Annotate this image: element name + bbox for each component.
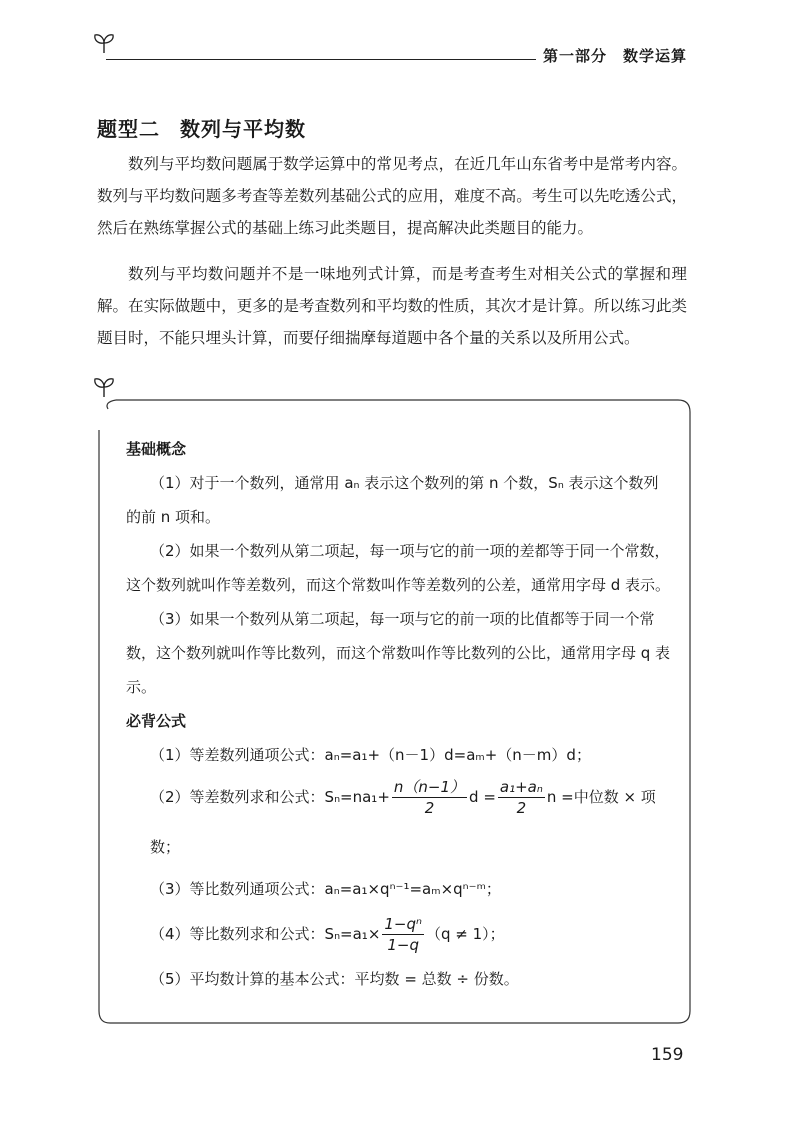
formula-2-fraction-2 [498,777,545,818]
formula-4-frac-den: 1−q [387,936,420,954]
formula-2-prefix: （2）等差数列求和公式：Sₙ=na₁+ [150,788,390,806]
formula-4-suffix: （q ≠ 1）； [426,925,505,943]
formula-4 [126,906,671,962]
header-divider [106,59,536,60]
section-name: 数列与平均数 [180,117,306,141]
formula-3: （3）等比数列通项公式：aₙ=a₁×qⁿ⁻¹=aₘ×qⁿ⁻ᵐ； [150,880,501,898]
key-formulas-heading: 必背公式 [126,712,187,730]
formula-2-frac1-num: n（n−1） [393,778,466,796]
formula-2-mid: d = [469,788,496,806]
concept-1: （1）对于一个数列，通常用 aₙ 表示这个数列的第 n 个数，Sₙ 表示这个数列的前 n 项和。 [126,474,659,526]
concept-box-content [126,432,671,996]
section-title [97,113,306,142]
formula-4-frac-num: 1−qⁿ [384,915,423,933]
formula-2-frac2-den: 2 [516,799,527,817]
basic-concepts-heading: 基础概念 [126,440,187,458]
page-number: 159 [651,1045,684,1065]
formula-1: （1）等差数列通项公式：aₙ=a₁+（n－1）d=aₘ+（n－m）d； [150,746,591,764]
section-label: 题型二 [97,117,160,141]
formula-2 [126,772,671,872]
formula-2-fraction-1 [392,777,467,818]
concept-3: （3）如果一个数列从第二项起，每一项与它的前一项的比值都等于同一个常数，这个数列就叫作等比数列，而这个常数叫作等比数列的公比，通常用字母 q 表示。 [126,610,671,696]
intro-paragraph-1: 数列与平均数问题属于数学运算中的常见考点，在近几年山东省考中是常考内容。数列与平均数问题多考查等差数列基础公式的应用，难度不高。考生可以先吃透公式，然后在熟练掌握公式的基础上练习此类题目，提高解决此类题目的能力。 [97,155,687,237]
intro-paragraph-2: 数列与平均数问题并不是一味地列式计算，而是考查考生对相关公式的掌握和理解。在实际做题中，更多的是考查数列和平均数的性质，其次才是计算。所以练习此类题目时，不能只埋头计算，而要仔细揣摩每道题中各个量的关系以及所用公式。 [97,265,687,347]
formula-4-fraction [382,914,424,955]
page-header-title: 第一部分 数学运算 [543,47,688,65]
formula-2-frac1-den: 2 [424,799,435,817]
formula-5: （5）平均数计算的基本公式：平均数 = 总数 ÷ 份数。 [150,970,519,988]
concept-2: （2）如果一个数列从第二项起，每一项与它的前一项的差都等于同一个常数，这个数列就叫作等差数列，而这个常数叫作等差数列的公差，通常用字母 d 表示。 [126,542,671,594]
formula-2-suffix: n =中位数 × 项数； [150,788,656,856]
sprout-icon [92,32,116,54]
formula-2-frac2-num: a₁+aₙ [499,778,543,796]
formula-4-prefix: （4）等比数列求和公式：Sₙ=a₁× [150,925,381,943]
